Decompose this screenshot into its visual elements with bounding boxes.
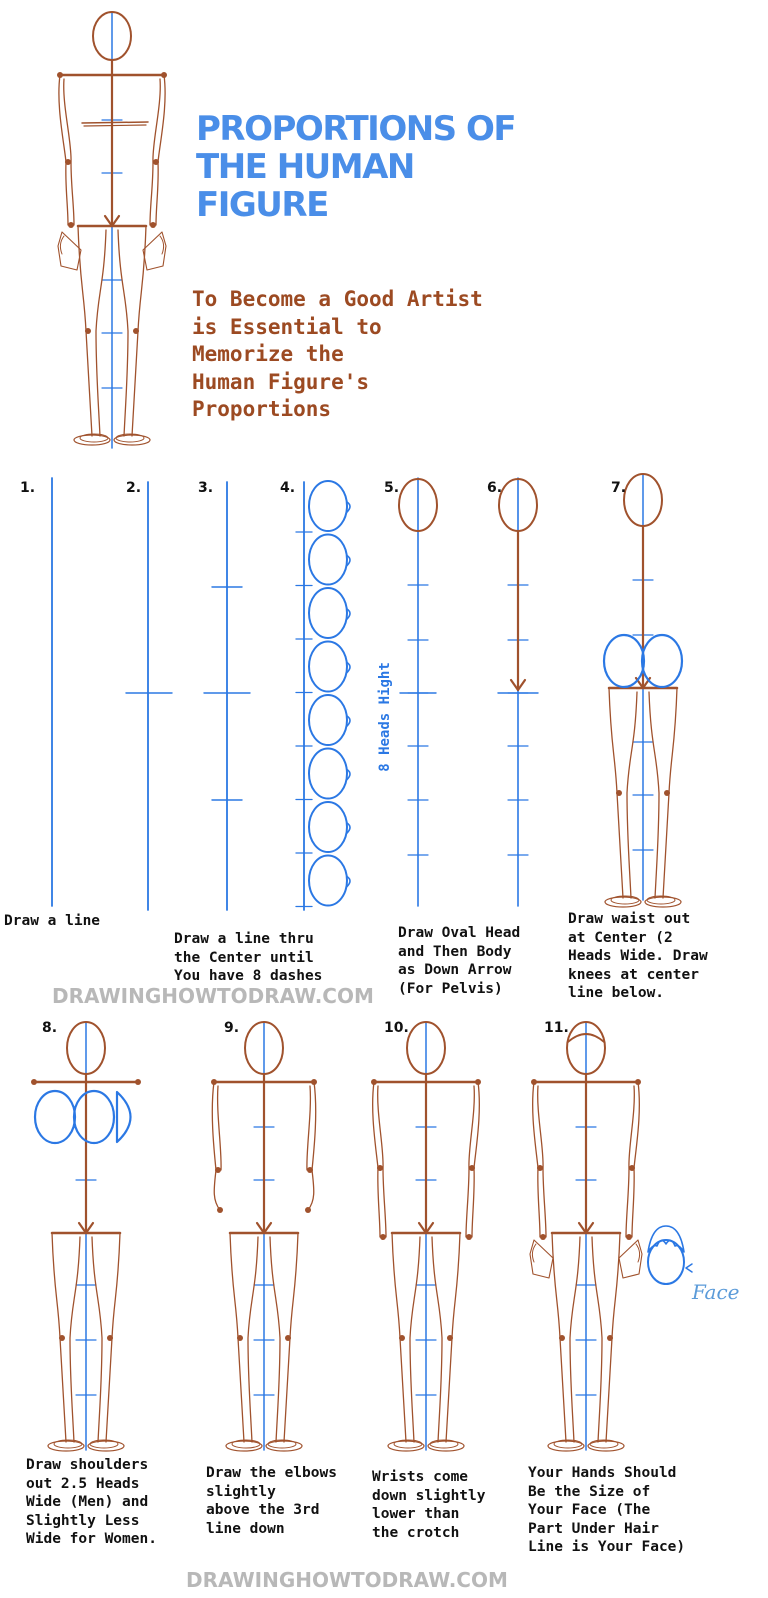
knee-dot: [447, 1335, 453, 1341]
right-forearm: [466, 1168, 469, 1237]
subtitle-line: Human Figure's: [192, 369, 370, 394]
right-upper-arm: [629, 1086, 634, 1168]
page-title: PROPORTIONS OF THE HUMAN FIGURE: [196, 109, 516, 225]
caption-line: out 2.5 Heads: [26, 1475, 140, 1492]
wrist-dot: [626, 1234, 632, 1240]
left-upper-arm: [538, 1086, 543, 1168]
left-forearm: [214, 1170, 220, 1210]
caption-line: Draw the elbows: [206, 1465, 337, 1481]
caption-line: at Center (2: [568, 929, 673, 946]
caption-line: line down: [206, 1520, 285, 1537]
right-forearm: [156, 162, 158, 225]
knee-dot: [559, 1335, 565, 1341]
right-forearm: [308, 1170, 314, 1210]
head-unit-oval: [309, 802, 347, 852]
left-upper-arm: [212, 1082, 216, 1170]
left-upper-arm: [378, 1086, 383, 1168]
caption-line: You have 8 dashes: [174, 968, 323, 984]
knee-dot: [85, 328, 91, 334]
head-unit-oval: [309, 481, 347, 531]
shoulder-dot: [31, 1079, 37, 1085]
left-upper-arm: [218, 1086, 222, 1170]
knee-dot: [607, 1335, 613, 1341]
caption-line: Wrists come: [372, 1469, 469, 1485]
wrist-dot: [380, 1234, 386, 1240]
caption-line: Draw Oval Head: [398, 925, 521, 941]
right-forearm: [632, 1168, 634, 1237]
head-unit-oval: [309, 856, 347, 906]
head-unit-oval: [309, 535, 347, 585]
caption-line: line below.: [568, 985, 665, 1001]
wrist-dot: [217, 1207, 223, 1213]
caption-line: Wide for Women.: [26, 1531, 157, 1547]
caption-line: the crotch: [372, 1524, 460, 1541]
head-unit-oval: [309, 695, 347, 745]
shoulder-unit-oval: [74, 1091, 114, 1143]
face-arrow: [686, 1264, 692, 1272]
half-unit-oval: [117, 1092, 131, 1142]
step-number-8: 8.: [42, 1020, 58, 1036]
right-hand: [636, 1244, 640, 1262]
knee-dot: [616, 790, 622, 796]
caption-line: Be the Size of: [528, 1483, 651, 1500]
subtitle: [192, 286, 572, 424]
left-forearm: [71, 162, 74, 225]
caption-line: Line is Your Face): [528, 1539, 686, 1555]
step-number-5: 5.: [384, 480, 400, 496]
step-caption-2: [174, 930, 322, 986]
step-number-1: 1.: [20, 480, 36, 496]
left-forearm: [543, 1168, 546, 1237]
left-forearm: [383, 1168, 386, 1237]
caption-line: Draw waist out: [568, 911, 691, 927]
wrist-dot: [150, 222, 156, 228]
step-caption-9: [206, 1464, 337, 1538]
step-number-6: 6.: [487, 480, 503, 496]
caption-line: Slightly Less: [26, 1512, 140, 1529]
knee-dot: [285, 1335, 291, 1341]
caption-line: as Down Arrow: [398, 962, 512, 978]
caption-line: Part Under Hair: [528, 1520, 659, 1537]
wrist-dot: [540, 1234, 546, 1240]
left-hand: [60, 236, 64, 254]
wrist-dot: [466, 1234, 472, 1240]
head-unit-oval: [309, 749, 347, 799]
shoulder-unit-oval: [35, 1091, 75, 1143]
hip-unit-oval: [642, 635, 682, 687]
subtitle-line: To Become a Good Artist: [192, 287, 483, 311]
step-caption-5: [398, 924, 520, 998]
chest-mark: [84, 125, 146, 126]
head-unit-oval: [309, 642, 347, 692]
step-number-2: 2.: [126, 480, 142, 496]
step-number-3: 3.: [198, 480, 214, 496]
right-upper-arm: [158, 75, 165, 162]
step-number-9: 9.: [224, 1020, 240, 1036]
hip-unit-oval: [604, 635, 644, 687]
head-unit-oval: [309, 588, 347, 638]
wrist-dot: [68, 222, 74, 228]
step-caption-11: [528, 1464, 685, 1557]
right-hand: [160, 236, 164, 254]
height-label: 8 Heads Hight: [377, 662, 393, 772]
right-forearm: [472, 1168, 474, 1237]
right-upper-arm: [307, 1086, 311, 1170]
left-upper-arm: [59, 75, 66, 162]
caption-line: Your Hands Should: [528, 1465, 677, 1481]
caption-line: and Then Body: [398, 943, 512, 960]
chest-mark: [82, 122, 148, 123]
right-upper-arm: [469, 1086, 474, 1168]
left-forearm: [538, 1168, 540, 1237]
right-upper-arm: [312, 1082, 316, 1170]
left-forearm: [66, 162, 68, 225]
caption-line: Draw a line: [4, 913, 101, 929]
caption-line: the Center until: [174, 949, 314, 966]
caption-line: down slightly: [372, 1487, 486, 1504]
caption-line: above the 3rd: [206, 1502, 320, 1518]
caption-line: knees at center: [568, 966, 699, 983]
knee-dot: [664, 790, 670, 796]
watermark: DRAWINGHOWTODRAW.COM: [52, 984, 374, 1008]
face-label: Face: [692, 1280, 740, 1304]
right-forearm: [150, 162, 153, 225]
step-caption-10: [372, 1468, 486, 1542]
step-caption-7: [568, 910, 708, 1003]
step-number-11: 11.: [544, 1020, 569, 1036]
caption-line: Draw shoulders: [26, 1457, 149, 1473]
left-hand: [532, 1244, 536, 1262]
caption-line: Heads Wide. Draw: [568, 948, 708, 964]
caption-line: slightly: [206, 1483, 276, 1500]
subtitle-line: Proportions: [192, 397, 332, 421]
caption-line: lower than: [372, 1506, 460, 1522]
knee-dot: [133, 328, 139, 334]
step-number-7: 7.: [611, 480, 627, 496]
caption-line: Wide (Men) and: [26, 1494, 149, 1510]
left-forearm: [378, 1168, 380, 1237]
subtitle-line: is Essential to: [192, 314, 382, 339]
caption-line: Draw a line thru: [174, 931, 314, 947]
wrist-dot: [305, 1207, 311, 1213]
knee-dot: [59, 1335, 65, 1341]
caption-line: Your Face (The: [528, 1502, 651, 1518]
right-forearm: [626, 1168, 629, 1237]
step-caption-1: [4, 912, 100, 931]
shoulder-dot: [135, 1079, 141, 1085]
step-number-4: 4.: [280, 480, 296, 496]
subtitle-line: Memorize the: [192, 342, 344, 366]
step-caption-8: [26, 1456, 157, 1549]
knee-dot: [107, 1335, 113, 1341]
caption-line: (For Pelvis): [398, 980, 503, 997]
watermark: DRAWINGHOWTODRAW.COM: [186, 1568, 508, 1592]
step-number-10: 10.: [384, 1020, 409, 1036]
knee-dot: [237, 1335, 243, 1341]
knee-dot: [399, 1335, 405, 1341]
